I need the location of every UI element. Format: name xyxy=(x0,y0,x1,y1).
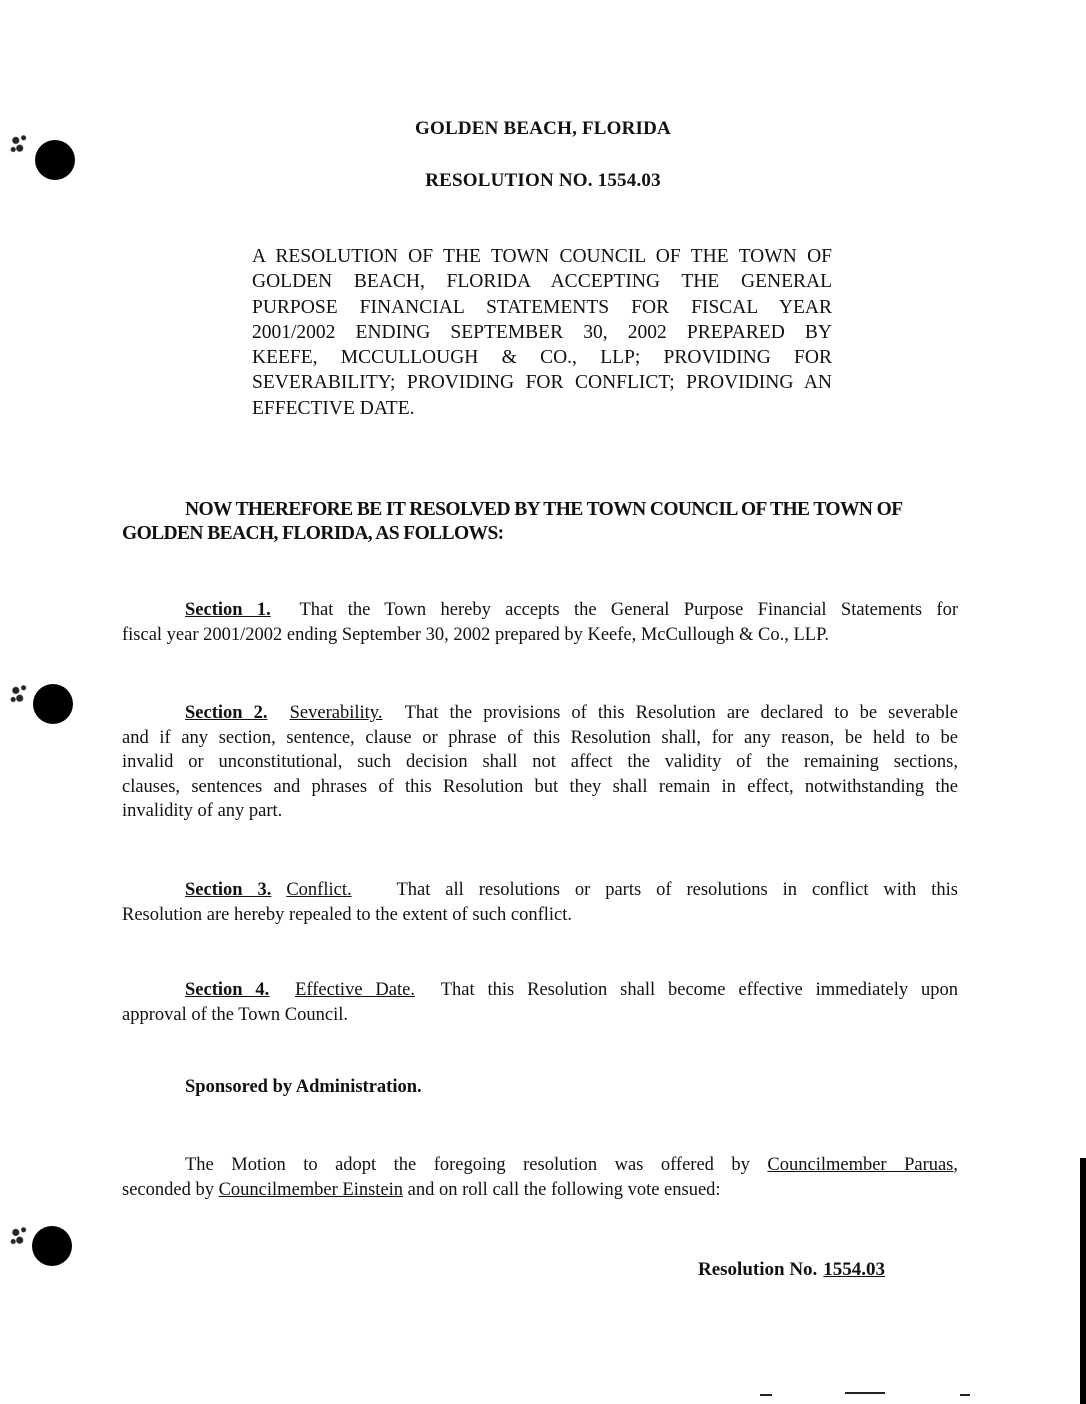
motion-paragraph xyxy=(122,1153,958,1202)
punch-hole xyxy=(33,684,73,724)
sponsor-line: Sponsored by Administration. xyxy=(185,1077,422,1097)
caption-line: A RESOLUTION OF THE TOWN COUNCIL OF THE TOWN OF xyxy=(252,246,832,267)
scan-speck xyxy=(960,1394,970,1396)
scan-speck xyxy=(845,1392,885,1394)
section-line: Section 2. Severability. That the provisions of this Resolution are declared to be severable xyxy=(185,703,959,723)
section-label: Section 1. xyxy=(185,600,271,620)
section-line: fiscal year 2001/2002 ending September 30, 2002 prepared by Keefe, McCullough & Co., LLP. xyxy=(122,624,829,645)
footer-label: Resolution No. xyxy=(698,1259,818,1280)
scan-speck xyxy=(760,1394,772,1396)
caption-line: SEVERABILITY; PROVIDING FOR CONFLICT; PROVIDING AN xyxy=(252,372,832,394)
section-line: approval of the Town Council. xyxy=(122,1004,348,1025)
section-title: Effective Date. xyxy=(295,980,415,1000)
section-2 xyxy=(122,701,958,824)
section-line: and if any section, sentence, clause or phrase of this Resolution shall, for any reason, be held to be xyxy=(122,727,958,748)
section-1 xyxy=(122,598,958,647)
section-title: Severability. xyxy=(289,703,383,723)
caption-line: 2001/2002 ENDING SEPTEMBER 30, 2002 PREPARED BY xyxy=(252,321,832,343)
section-line: clauses, sentences and phrases of this Resolution but they shall remain in effect, notwithstanding the xyxy=(122,776,958,797)
section-line: Resolution are hereby repealed to the extent of such conflict. xyxy=(122,904,572,925)
municipality-title: GOLDEN BEACH, FLORIDA xyxy=(415,118,671,139)
scan-smudge xyxy=(8,680,34,706)
section-3 xyxy=(122,878,958,927)
section-line: invalid or unconstitutional, such decision shall not affect the validity of the remaining sections, xyxy=(122,752,958,772)
scan-edge-shadow xyxy=(1080,1158,1086,1404)
scan-smudge xyxy=(8,1222,34,1248)
motion-line: The Motion to adopt the foregoing resolution was offered by Councilmember Paruas, xyxy=(185,1155,959,1175)
section-line: Section 4. Effective Date. That this Resolution shall become effective immediately upon xyxy=(185,980,959,1000)
resolved-clause: NOW THEREFORE BE IT RESOLVED BY THE TOWN COUNCIL OF THE TOWN OF GOLDEN BEACH, FLORIDA, AS FOLLOWS: xyxy=(122,499,902,544)
section-label: Section 4. xyxy=(185,980,270,1000)
section-label: Section 3. xyxy=(185,880,272,900)
footer-number: 1554.03 xyxy=(823,1259,886,1280)
caption-line: PURPOSE FINANCIAL STATEMENTS FOR FISCAL YEAR xyxy=(252,296,832,318)
punch-hole xyxy=(32,1226,72,1266)
caption-line: KEEFE, MCCULLOUGH & CO., LLP; PROVIDING FOR xyxy=(252,347,832,369)
caption-line: GOLDEN BEACH, FLORIDA ACCEPTING THE GENERAL xyxy=(252,271,832,293)
resolution-caption xyxy=(252,244,832,421)
section-line: invalidity of any part. xyxy=(122,801,283,821)
offered-by-name: Councilmember Paruas xyxy=(767,1155,954,1175)
section-line: Section 1. That the Town hereby accepts the General Purpose Financial Statements for xyxy=(185,600,958,620)
section-4 xyxy=(122,978,958,1027)
seconded-by-name: Councilmember Einstein xyxy=(218,1179,404,1200)
section-label: Section 2. xyxy=(185,703,268,723)
motion-line: seconded by Councilmember Einstein and on roll call the following vote ensued: xyxy=(122,1179,721,1200)
footer-resolution-number xyxy=(698,1259,897,1281)
section-line: Section 3. Conflict. That all resolutions or parts of resolutions in conflict with this xyxy=(185,880,958,900)
caption-line: EFFECTIVE DATE. xyxy=(252,397,415,419)
resolution-title: RESOLUTION NO. 1554.03 xyxy=(425,170,661,191)
section-title: Conflict. xyxy=(286,880,352,900)
